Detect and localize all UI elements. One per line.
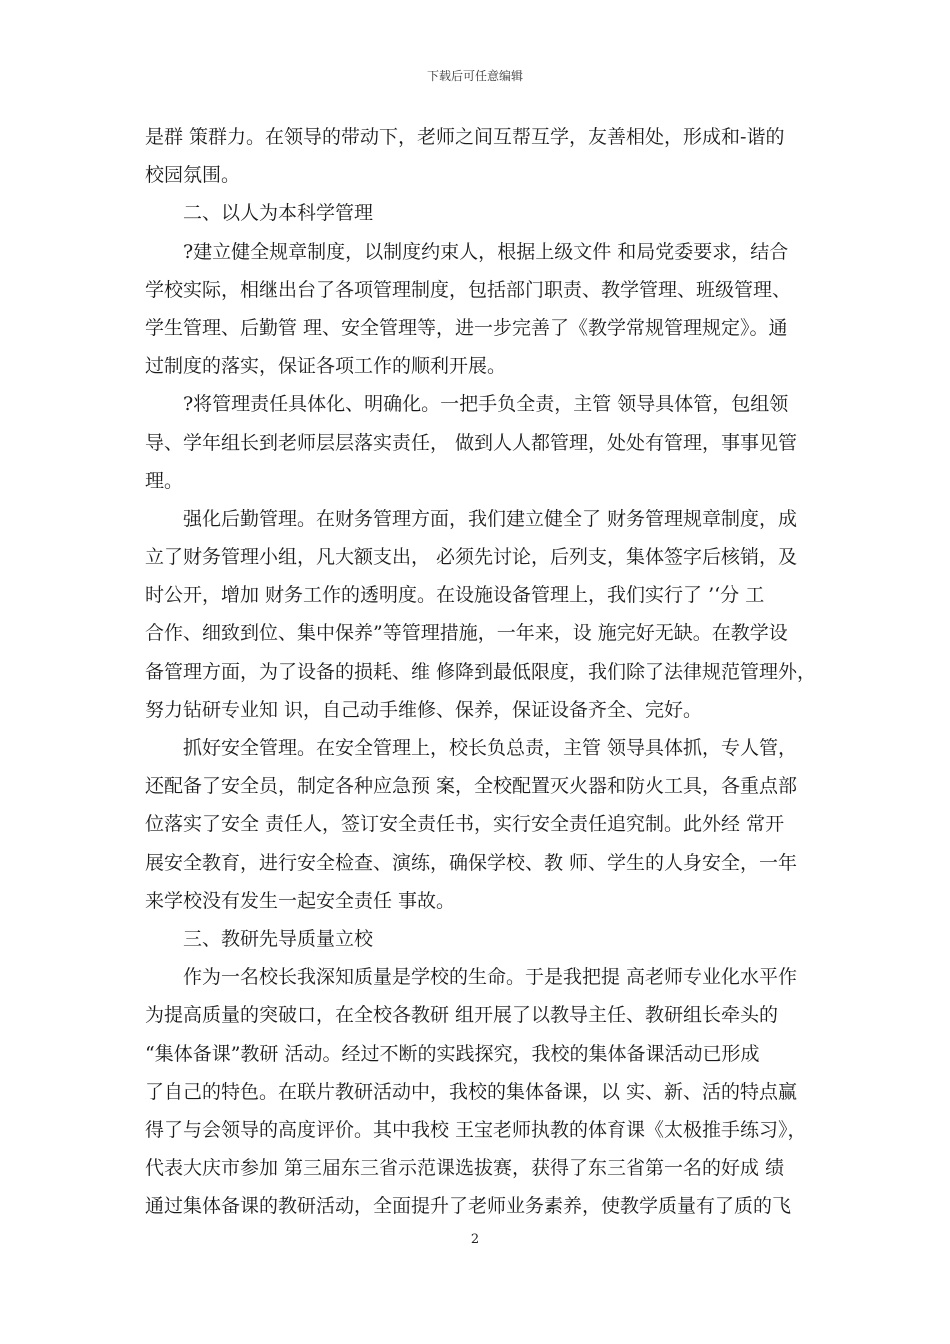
text-line: 过制度的落实，保证各项工作的顺利开展。 xyxy=(145,355,507,378)
text-line: 通过集体备课的教研活动，全面提升了老师业务素养，使教学质量有了质的飞 xyxy=(145,1195,792,1218)
section-heading: 二、以人为本科学管理 xyxy=(183,202,374,225)
text-line: 了自己的特色。在联片教研活动中，我校的集体备课，以 实、新、活的特点赢 xyxy=(145,1080,798,1103)
text-line: 备管理方面，为了设备的损耗、维 修降到最低限度，我们除了法律规范管理外， xyxy=(145,660,817,683)
text-line: ?建立健全规章制度，以制度约束人，根据上级文件 和局党委要求，结合 xyxy=(183,240,789,263)
text-line: 学生管理、后勤管 理、安全管理等，进一步完善了《教学常规管理规定》。通 xyxy=(145,316,788,339)
text-line: 导、学年组长到老师层层落实责任， 做到人人都管理，处处有管理，事事见管 xyxy=(145,431,798,454)
text-line: 为提高质量的突破口，在全校各教研 组开展了以教导主任、教研组长牵头的 xyxy=(145,1004,779,1027)
text-line: 时公开，增加 财务工作的透明度。在设施设备管理上，我们实行了 ’‘分 工 xyxy=(145,584,765,607)
text-line: 代表大庆市参加 第三届东三省示范课选拔赛，获得了东三省第一名的好成 绩 xyxy=(145,1157,785,1180)
text-line: ?将管理责任具体化、明确化。一把手负全责，主管 领导具体管，包组领 xyxy=(183,393,789,416)
text-line: 立了财务管理小组，凡大额支出， 必须先讨论，后列支，集体签字后核销，及 xyxy=(145,546,798,569)
text-line: 学校实际，相继出台了各项管理制度，包括部门职责、教学管理、班级管理、 xyxy=(145,278,792,301)
text-line: 努力钻研专业知 识，自己动手维修、保养，保证设备齐全、完好。 xyxy=(145,698,703,721)
text-line: 展安全教育，进行安全检查、演练，确保学校、教 师、学生的人身安全，一年 xyxy=(145,851,798,874)
section-heading: 三、教研先导质量立校 xyxy=(183,927,374,950)
text-line: 理。 xyxy=(145,469,184,492)
text-line: 作为一名校长我深知质量是学校的生命。于是我把提 高老师专业化水平作 xyxy=(183,966,798,989)
text-line: 位落实了安全 责任人，签订安全责任书，实行安全责任追究制。此外经 常开 xyxy=(145,813,785,836)
text-line: 合作、细致到位、集中保养”等管理措施，一年来，设 施完好无缺。在教学设 xyxy=(145,622,788,645)
text-line: 得了与会领导的高度评价。其中我校 王宝老师执教的体育课《太极推手练习》， xyxy=(145,1118,807,1141)
header-note: 下载后可任意编辑 xyxy=(426,69,523,83)
text-line: 校园氛围。 xyxy=(145,164,241,187)
text-line: 还配备了安全员，制定各种应急预 案，全校配置灭火器和防火工具，各重点部 xyxy=(145,775,798,798)
text-line: “集体备课”教研 活动。经过不断的实践探究，我校的集体备课活动已形成 xyxy=(145,1042,760,1065)
page-number: 2 xyxy=(470,1232,480,1247)
document-body xyxy=(145,118,825,1225)
text-line: 来学校没有发生一起安全责任 事故。 xyxy=(145,889,456,912)
text-line: 强化后勤管理。在财务管理方面，我们建立健全了 财务管理规章制度，成 xyxy=(183,507,798,530)
text-line: 是群 策群力。在领导的带动下，老师之间互帮互学，友善相处，形成和-谐的 xyxy=(145,126,785,148)
text-line: 抓好安全管理。在安全管理上，校长负总责，主管 领导具体抓，专人管， xyxy=(183,737,798,759)
